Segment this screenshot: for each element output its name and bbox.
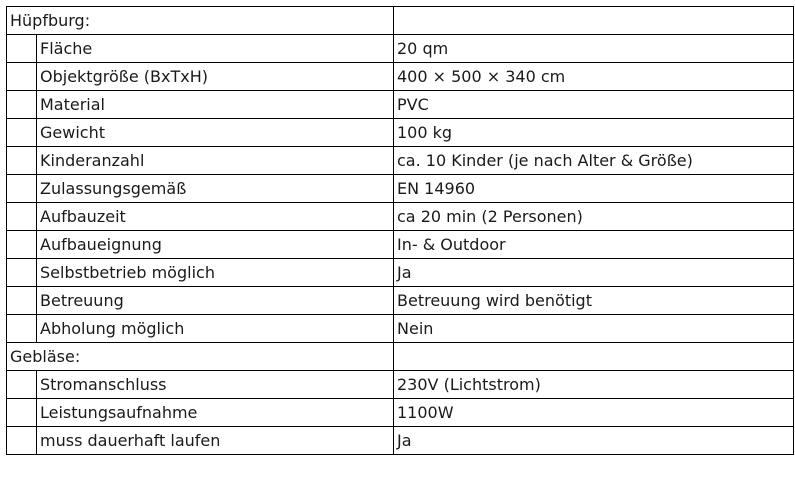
indent-cell (7, 91, 37, 119)
property-label: Kinderanzahl (37, 147, 394, 175)
indent-cell (7, 287, 37, 315)
property-label: Gewicht (37, 119, 394, 147)
table-row (7, 63, 794, 91)
indent-cell (7, 119, 37, 147)
property-value: 400 × 500 × 340 cm (394, 63, 794, 91)
table-row (7, 427, 794, 455)
table-row (7, 203, 794, 231)
property-value: PVC (394, 91, 794, 119)
section-title: Gebläse: (7, 343, 394, 371)
property-label: Aufbaueignung (37, 231, 394, 259)
indent-cell (7, 63, 37, 91)
spec-table-body (7, 7, 794, 455)
table-row (7, 231, 794, 259)
property-label: Material (37, 91, 394, 119)
section-header-row (7, 7, 794, 35)
property-label: Stromanschluss (37, 371, 394, 399)
table-row (7, 399, 794, 427)
property-value (394, 343, 794, 371)
indent-cell (7, 259, 37, 287)
property-label: Betreuung (37, 287, 394, 315)
property-value: ca 20 min (2 Personen) (394, 203, 794, 231)
property-value: ca. 10 Kinder (je nach Alter & Größe) (394, 147, 794, 175)
property-value: Betreuung wird benötigt (394, 287, 794, 315)
property-value: 20 qm (394, 35, 794, 63)
property-label: Objektgröße (BxTxH) (37, 63, 394, 91)
indent-cell (7, 203, 37, 231)
property-value: In- & Outdoor (394, 231, 794, 259)
indent-cell (7, 147, 37, 175)
property-label: muss dauerhaft laufen (37, 427, 394, 455)
indent-cell (7, 175, 37, 203)
property-label: Abholung möglich (37, 315, 394, 343)
indent-cell (7, 231, 37, 259)
property-value: 230V (Lichtstrom) (394, 371, 794, 399)
property-label: Selbstbetrieb möglich (37, 259, 394, 287)
table-row (7, 91, 794, 119)
indent-cell (7, 35, 37, 63)
table-row (7, 175, 794, 203)
table-row (7, 119, 794, 147)
indent-cell (7, 399, 37, 427)
section-title: Hüpfburg: (7, 7, 394, 35)
property-label: Fläche (37, 35, 394, 63)
property-value: 1100W (394, 399, 794, 427)
table-row (7, 371, 794, 399)
property-value: EN 14960 (394, 175, 794, 203)
section-header-row (7, 343, 794, 371)
property-value: Nein (394, 315, 794, 343)
property-value: 100 kg (394, 119, 794, 147)
table-row (7, 315, 794, 343)
indent-cell (7, 427, 37, 455)
indent-cell (7, 371, 37, 399)
property-value: Ja (394, 427, 794, 455)
table-row (7, 259, 794, 287)
spec-table (6, 6, 794, 455)
table-row (7, 147, 794, 175)
property-value: Ja (394, 259, 794, 287)
property-label: Zulassungsgemäß (37, 175, 394, 203)
property-value (394, 7, 794, 35)
indent-cell (7, 315, 37, 343)
property-label: Leistungsaufnahme (37, 399, 394, 427)
table-row (7, 287, 794, 315)
property-label: Aufbauzeit (37, 203, 394, 231)
table-row (7, 35, 794, 63)
